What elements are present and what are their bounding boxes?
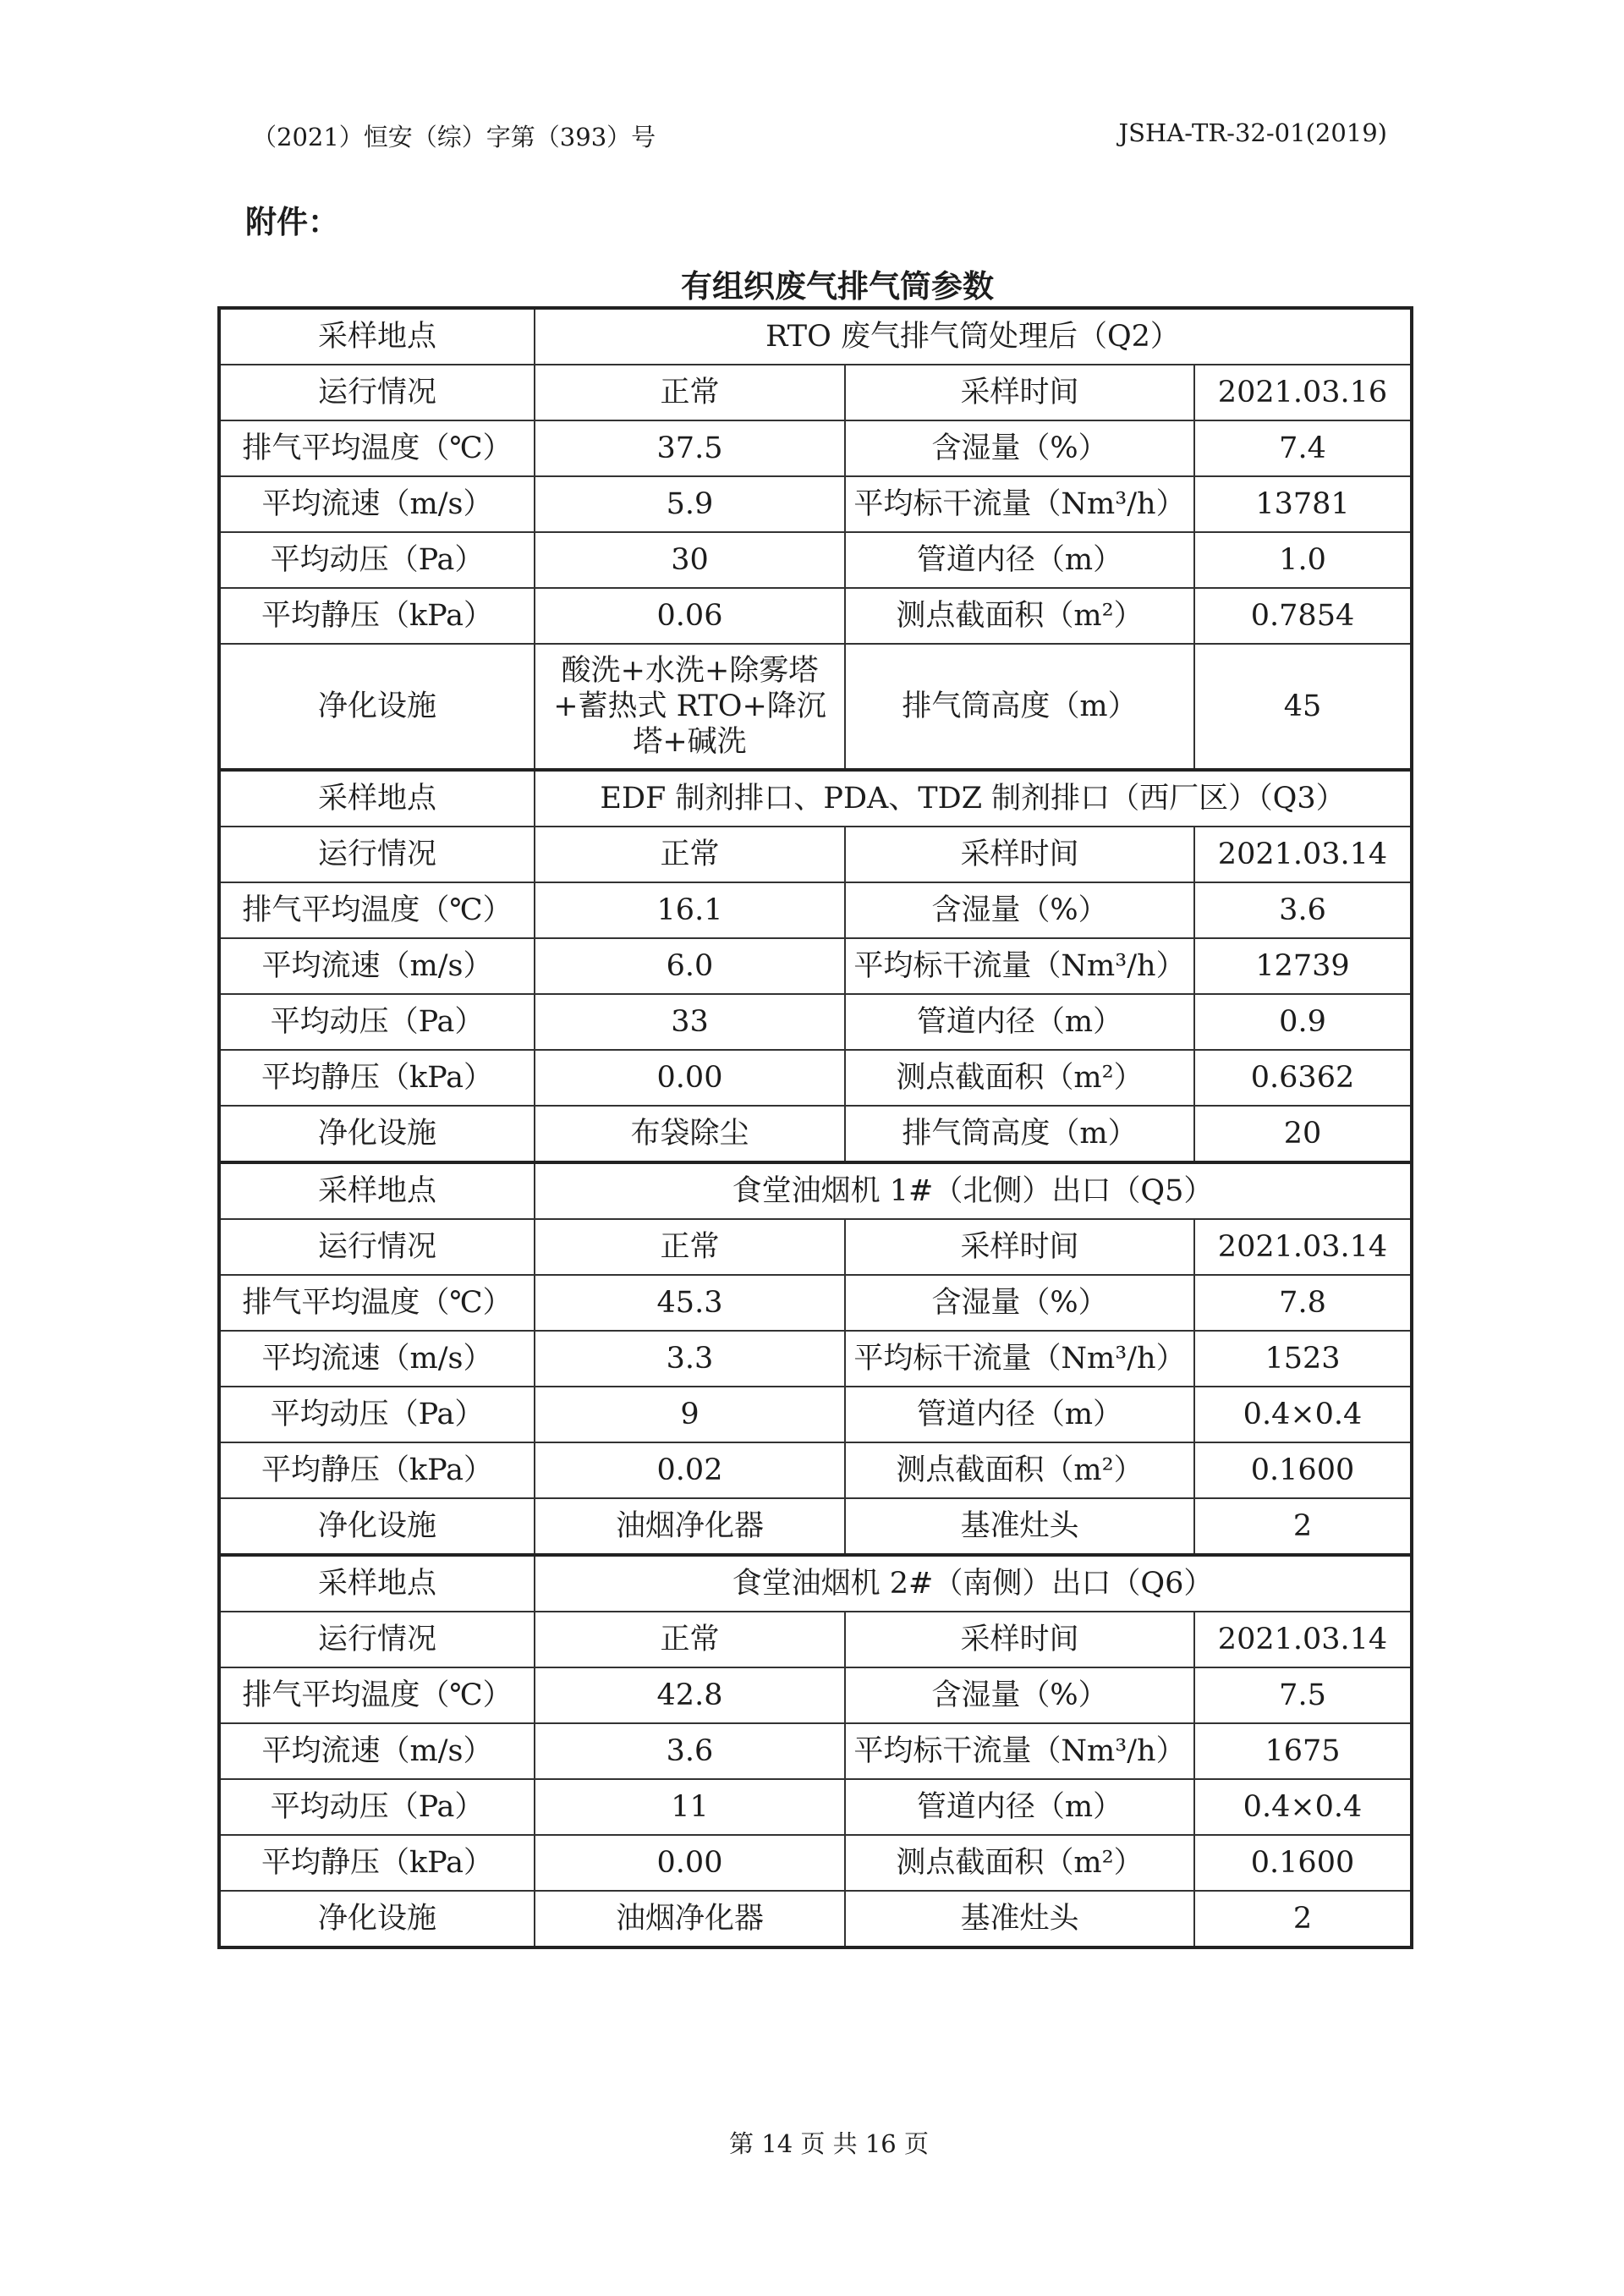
purification-label: 净化设施 bbox=[219, 644, 535, 770]
humidity-label: 含湿量（%） bbox=[845, 1667, 1194, 1723]
status-value: 正常 bbox=[535, 1219, 845, 1275]
table-row bbox=[219, 1219, 1412, 1275]
attachment-label: 附件： bbox=[245, 204, 339, 240]
page-title: 有组织废气排气筒参数 bbox=[681, 268, 994, 305]
site-label: 采样地点 bbox=[219, 308, 535, 365]
velocity-value: 5.9 bbox=[535, 476, 845, 532]
dynamic-pressure-value: 9 bbox=[535, 1387, 845, 1442]
site-value: EDF 制剂排口、PDA、TDZ 制剂排口（西厂区）（Q3） bbox=[535, 770, 1412, 827]
flow-label: 平均标干流量（Nm³/h） bbox=[845, 476, 1194, 532]
static-pressure-label: 平均静压（kPa） bbox=[219, 1050, 535, 1106]
table-row bbox=[219, 1667, 1412, 1723]
flow-value: 1675 bbox=[1194, 1723, 1412, 1779]
burner-value: 2 bbox=[1194, 1498, 1412, 1555]
site-label: 采样地点 bbox=[219, 1555, 535, 1612]
diameter-value: 0.4×0.4 bbox=[1194, 1779, 1412, 1835]
flow-value: 1523 bbox=[1194, 1331, 1412, 1387]
flow-value: 13781 bbox=[1194, 476, 1412, 532]
area-value: 0.6362 bbox=[1194, 1050, 1412, 1106]
static-pressure-value: 0.02 bbox=[535, 1442, 845, 1498]
area-label: 测点截面积（m²） bbox=[845, 1442, 1194, 1498]
purification-value: 油烟净化器 bbox=[535, 1891, 845, 1947]
sample-time-value: 2021.03.14 bbox=[1194, 1219, 1412, 1275]
velocity-label: 平均流速（m/s） bbox=[219, 938, 535, 994]
static-pressure-value: 0.06 bbox=[535, 588, 845, 644]
dynamic-pressure-label: 平均动压（Pa） bbox=[219, 532, 535, 588]
temperature-value: 16.1 bbox=[535, 882, 845, 938]
dynamic-pressure-label: 平均动压（Pa） bbox=[219, 994, 535, 1050]
diameter-label: 管道内径（m） bbox=[845, 994, 1194, 1050]
stack-height-value: 20 bbox=[1194, 1106, 1412, 1162]
stack-height-label: 排气筒高度（m） bbox=[845, 1106, 1194, 1162]
temperature-value: 37.5 bbox=[535, 420, 845, 476]
page-number: 第 14 页 共 16 页 bbox=[729, 2129, 929, 2158]
area-label: 测点截面积（m²） bbox=[845, 588, 1194, 644]
velocity-label: 平均流速（m/s） bbox=[219, 476, 535, 532]
status-label: 运行情况 bbox=[219, 1612, 535, 1667]
table-row bbox=[219, 1162, 1412, 1219]
table-row bbox=[219, 532, 1412, 588]
temperature-label: 排气平均温度（℃） bbox=[219, 882, 535, 938]
table-row bbox=[219, 1612, 1412, 1667]
status-label: 运行情况 bbox=[219, 365, 535, 420]
table-row bbox=[219, 308, 1412, 365]
standard-code: JSHA-TR-32-01(2019) bbox=[1118, 118, 1387, 147]
table-row bbox=[219, 1275, 1412, 1331]
sample-time-label: 采样时间 bbox=[845, 1612, 1194, 1667]
area-label: 测点截面积（m²） bbox=[845, 1835, 1194, 1891]
site-value: RTO 废气排气筒处理后（Q2） bbox=[535, 308, 1412, 365]
humidity-value: 7.8 bbox=[1194, 1275, 1412, 1331]
diameter-label: 管道内径（m） bbox=[845, 1387, 1194, 1442]
sample-time-value: 2021.03.14 bbox=[1194, 1612, 1412, 1667]
sample-time-label: 采样时间 bbox=[845, 365, 1194, 420]
dynamic-pressure-label: 平均动压（Pa） bbox=[219, 1779, 535, 1835]
table-row bbox=[219, 770, 1412, 827]
humidity-value: 7.5 bbox=[1194, 1667, 1412, 1723]
table-row bbox=[219, 1106, 1412, 1162]
humidity-value: 3.6 bbox=[1194, 882, 1412, 938]
table-row bbox=[219, 1835, 1412, 1891]
purification-value: 布袋除尘 bbox=[535, 1106, 845, 1162]
temperature-label: 排气平均温度（℃） bbox=[219, 1667, 535, 1723]
burner-label: 基准灶头 bbox=[845, 1498, 1194, 1555]
purification-label: 净化设施 bbox=[219, 1891, 535, 1947]
dynamic-pressure-value: 11 bbox=[535, 1779, 845, 1835]
table-row bbox=[219, 365, 1412, 420]
purification-label: 净化设施 bbox=[219, 1106, 535, 1162]
dynamic-pressure-value: 30 bbox=[535, 532, 845, 588]
temperature-value: 45.3 bbox=[535, 1275, 845, 1331]
stack-height-label: 排气筒高度（m） bbox=[845, 644, 1194, 770]
flow-label: 平均标干流量（Nm³/h） bbox=[845, 1331, 1194, 1387]
purification-value: 酸洗+水洗+除雾塔+蓄热式 RTO+降沉塔+碱洗 bbox=[535, 644, 845, 770]
burner-value: 2 bbox=[1194, 1891, 1412, 1947]
table-row bbox=[219, 1387, 1412, 1442]
humidity-value: 7.4 bbox=[1194, 420, 1412, 476]
static-pressure-value: 0.00 bbox=[535, 1050, 845, 1106]
temperature-label: 排气平均温度（℃） bbox=[219, 1275, 535, 1331]
purification-value: 油烟净化器 bbox=[535, 1498, 845, 1555]
temperature-value: 42.8 bbox=[535, 1667, 845, 1723]
table-row bbox=[219, 476, 1412, 532]
status-value: 正常 bbox=[535, 1612, 845, 1667]
velocity-value: 6.0 bbox=[535, 938, 845, 994]
status-label: 运行情况 bbox=[219, 827, 535, 882]
stack-height-value: 45 bbox=[1194, 644, 1412, 770]
table-row bbox=[219, 994, 1412, 1050]
area-value: 0.7854 bbox=[1194, 588, 1412, 644]
area-value: 0.1600 bbox=[1194, 1442, 1412, 1498]
table-row bbox=[219, 1779, 1412, 1835]
humidity-label: 含湿量（%） bbox=[845, 420, 1194, 476]
diameter-label: 管道内径（m） bbox=[845, 1779, 1194, 1835]
table-row bbox=[219, 938, 1412, 994]
status-label: 运行情况 bbox=[219, 1219, 535, 1275]
velocity-label: 平均流速（m/s） bbox=[219, 1723, 535, 1779]
velocity-value: 3.6 bbox=[535, 1723, 845, 1779]
table-row bbox=[219, 420, 1412, 476]
status-value: 正常 bbox=[535, 365, 845, 420]
table-row bbox=[219, 1891, 1412, 1947]
static-pressure-label: 平均静压（kPa） bbox=[219, 1835, 535, 1891]
table-row bbox=[219, 827, 1412, 882]
table-row bbox=[219, 1555, 1412, 1612]
table-row bbox=[219, 882, 1412, 938]
diameter-value: 1.0 bbox=[1194, 532, 1412, 588]
dynamic-pressure-label: 平均动压（Pa） bbox=[219, 1387, 535, 1442]
site-value: 食堂油烟机 2#（南侧）出口（Q6） bbox=[535, 1555, 1412, 1612]
velocity-value: 3.3 bbox=[535, 1331, 845, 1387]
burner-label: 基准灶头 bbox=[845, 1891, 1194, 1947]
table-row bbox=[219, 644, 1412, 770]
site-value: 食堂油烟机 1#（北侧）出口（Q5） bbox=[535, 1162, 1412, 1219]
site-label: 采样地点 bbox=[219, 1162, 535, 1219]
table-row bbox=[219, 1723, 1412, 1779]
sample-time-value: 2021.03.14 bbox=[1194, 827, 1412, 882]
velocity-label: 平均流速（m/s） bbox=[219, 1331, 535, 1387]
stack-parameters-table bbox=[217, 306, 1413, 1949]
humidity-label: 含湿量（%） bbox=[845, 882, 1194, 938]
static-pressure-label: 平均静压（kPa） bbox=[219, 1442, 535, 1498]
site-label: 采样地点 bbox=[219, 770, 535, 827]
diameter-value: 0.9 bbox=[1194, 994, 1412, 1050]
sample-time-label: 采样时间 bbox=[845, 1219, 1194, 1275]
diameter-value: 0.4×0.4 bbox=[1194, 1387, 1412, 1442]
temperature-label: 排气平均温度（℃） bbox=[219, 420, 535, 476]
humidity-label: 含湿量（%） bbox=[845, 1275, 1194, 1331]
table-row bbox=[219, 1331, 1412, 1387]
document-number: （2021）恒安（综）字第（393）号 bbox=[252, 123, 656, 151]
table-row bbox=[219, 1050, 1412, 1106]
flow-label: 平均标干流量（Nm³/h） bbox=[845, 938, 1194, 994]
status-value: 正常 bbox=[535, 827, 845, 882]
sample-time-label: 采样时间 bbox=[845, 827, 1194, 882]
flow-label: 平均标干流量（Nm³/h） bbox=[845, 1723, 1194, 1779]
diameter-label: 管道内径（m） bbox=[845, 532, 1194, 588]
dynamic-pressure-value: 33 bbox=[535, 994, 845, 1050]
purification-label: 净化设施 bbox=[219, 1498, 535, 1555]
sample-time-value: 2021.03.16 bbox=[1194, 365, 1412, 420]
table-row bbox=[219, 1442, 1412, 1498]
area-label: 测点截面积（m²） bbox=[845, 1050, 1194, 1106]
static-pressure-label: 平均静压（kPa） bbox=[219, 588, 535, 644]
area-value: 0.1600 bbox=[1194, 1835, 1412, 1891]
table-row bbox=[219, 1498, 1412, 1555]
static-pressure-value: 0.00 bbox=[535, 1835, 845, 1891]
flow-value: 12739 bbox=[1194, 938, 1412, 994]
table-row bbox=[219, 588, 1412, 644]
